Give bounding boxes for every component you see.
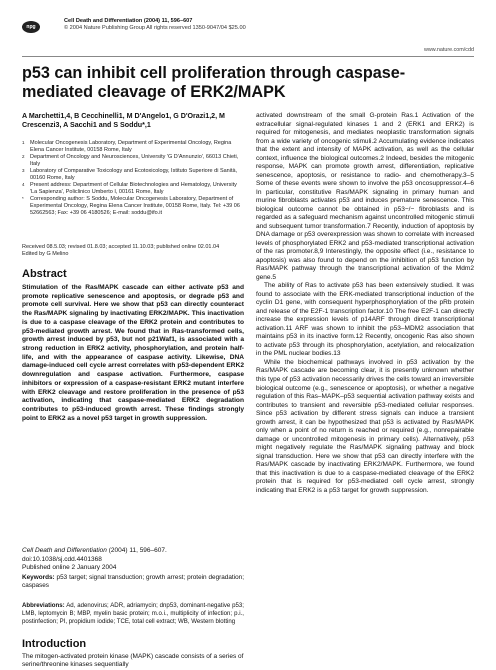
abstract-text: Stimulation of the Ras/MAPK cascade can either activate p53 and promote replicative senescence and apoptosis, or degrade p53 and promote cell survival. Here we show that p53 can directly counteract the Ras/MAPK signaling by inactivating ERK2/MAPK. This inactivation is due to a caspase cleavage of the ERK2 protein and contributes to p53-mediated growth arrest. We found that in Ras-transformed cells, growth arrest induced by p53, but not p21Waf1, is associated with a strong reduction in ERK2 activity, phosphorylation, and protein half-life, and with the appearance of caspase activity. Likewise, DNA damage-induced cell cycle arrest correlates with p53-dependent ERK2 downregulation and caspase activation. Furthermore, caspase inhibitors or expression of a caspase-resistant ERK2 mutant interfere with ERK2 cleavage and restore proliferation in the presence of p53 activation, indicating that caspase-mediated ERK2 degradation contributes to p53-induced growth arrest. These findings strongly point to ERK2 as a novel p53 target in growth suppression.	[22, 284, 244, 422]
affiliation-item	[22, 196, 244, 217]
affiliation-number: 1	[22, 140, 25, 145]
body-paragraph: activated downstream of the small G-protein Ras.1 Activation of the extracellular signal-regulated kinases 1 and 2 (ERK1 and ERK2) is required for mitogenesis, and mediates neoplastic transformation signals from a wide variety of oncogenic stimuli.2 Accumulating evidence indicates that the extent and intensity of MAPK activation, as well as the cellular context, influence the biological outcomes.2 Indeed, besides the mitogenic response, MAPK can promote growth arrest, differentiation, replicative senescence, apoptosis, or resistance to radio- and chemotherapy.3–5 Some of these events were shown to involve the p53 oncosuppressor.4–6 In particular, constitutive Ras/MAPK signaling in primary human and murine fibroblasts activates p53 and induces premature senescence. This biological outcome cannot be obtained in p53−/− fibroblasts and is regarded as a safeguard mechanism against uncontrolled mitogenic stimuli and subsequent tumor transformation.7 Recently, induction of apoptosis by DNA damage or p53 overexpression was shown to correlate with increased levels of phosphorylated ERK2 and p53-mediated transcriptional activation of the ras promoter.8,9 Interestingly, the opposite effect (i.e., resistance to apoptosis) was also found to depend on the inhibition of p53 function by Ras/MAPK pathway through the transcriptional activation of the Mdm2 gene.5	[256, 112, 474, 281]
abstract-heading: Abstract	[22, 268, 67, 280]
body-paragraph: While the biochemical pathways involved in p53 activation by the Ras/MAPK cascade are becoming clear, it is presently unknown whether this type of p53 activation necessarily drives the cells toward an irreversible biological outcome (e.g., senescence or apoptosis), or whether a negative regulation of this Ras–MAPK–p53 sequential activation pathway exists and contributes to transient and reversible p53-mediated cellular responses. Since p53 activation by different stress signals can induce a transient growth arrest, it can be hypothesized that p53 is activated by Ras/MAPK only when a point of no return is reached or required (e.g., nonrepairable damage or uncontrolled mitogenesis in primary cells). Alternatively, p53 might negatively regulate the Ras/MAPK signaling pathway and block signal transduction. Here we show that p53 can directly interfere with the Ras/MAPK cascade by inactivating ERK2/MAPK. Furthermore, we found that this inactivation is due to a caspase-mediated cleavage of the ERK2 protein that is required for p53-mediated cell cycle arrest, strongly indicating that ERK2 is a p53 target for growth suppression.	[256, 358, 474, 494]
affiliation-number: 2	[22, 153, 25, 159]
citation-block	[22, 547, 244, 573]
body-paragraph: The ability of Ras to activate p53 has been extensively studied. It was found to associate with the ERK-mediated transcriptional induction of the cyclin D1 gene, with consequent hyperphosphorylation of the pRb protein and release of the E2F-1 transcription factor.10 The free E2F-1 can directly increase the expression levels of p14ARF through direct transcriptional activation.11 ARF was shown to inhibit the p53–MDM2 association that maintains p53 in its inactive form.12 Recently, oncogenic Ras also shown to activate p53 through its phosphorylation, acetylation, and relocalization in the PML nuclear bodies.13	[256, 282, 474, 358]
article-title: p53 can inhibit cell proliferation through caspase-mediated cleavage of ERK2/MAPK	[22, 64, 406, 101]
received-dates: Received 08.5.03; revised 01.8.03; accepted 11.10.03; published online 02.01.04	[22, 244, 220, 250]
journal-url[interactable]: www.nature.com/cdd	[423, 47, 474, 53]
header-rule	[22, 56, 474, 57]
abbreviations	[22, 602, 244, 627]
affiliation-text: Molecular Oncogenesis Laboratory, Department of Experimental Oncology, Regina Elena Cancer Institute, 00158 Rome, Italy	[30, 140, 232, 153]
citation-line	[22, 547, 244, 556]
author-list: A Marchetti1,4, B Cecchinelli1, M D'Angelo1, G D'Orazi1,2, M Crescenzi3, A Sacchi1 and S Soddu*,1	[22, 112, 225, 130]
citation-journal: Cell Death and Differentiation	[22, 547, 107, 554]
affiliation-item	[22, 154, 244, 168]
publisher-logo	[22, 21, 40, 33]
affiliation-number: *	[22, 195, 24, 201]
affiliation-item	[22, 140, 244, 154]
doi-link[interactable]: doi:10.1038/sj.cdd.4401368	[22, 555, 102, 563]
introduction-text: The mitogen-activated protein kinase (MAPK) cascade consists of a series of serine/threonine kinases sequentially	[22, 653, 244, 669]
abbreviations-text: Ad, adenovirus; ADR, adriamycin; dnp53, dominant-negative p53; LMB, leptomycin B; MBP, myelin basic protein; m.o.i., multiplicity of infection; p.i., postinfection; PI, propidium iodide; TCE, total cell extract; WB, Western blotting	[22, 602, 245, 626]
affiliation-text: Present address: Department of Cellular Biotechnologies and Hematology, University 'La Sapienza', Policlinico Umberto I, 00161 Rome, Italy	[30, 181, 237, 195]
article-dates	[22, 244, 244, 258]
affiliation-item	[22, 168, 244, 182]
affiliation-text: Department of Oncology and Neurosciences, University 'G D'Annunzio', 66013 Chieti, Italy	[30, 153, 239, 167]
keywords	[22, 574, 244, 591]
edited-by: Edited by G Melino	[22, 251, 69, 257]
journal-line: Cell Death and Differentiation (2004) 11, 596–607	[64, 18, 193, 24]
affiliation-text: Corresponding author: S Soddu, Molecular Oncogenesis Laboratory, Department of Experimental Oncology, Regina Elena Cancer Institute, 00158 Rome, Italy. Tel: +39 06 52662563; Fax: +39 06 4180526; E-mail: soddu@ifo.it	[30, 195, 240, 216]
affiliation-number: 3	[22, 167, 25, 173]
affiliation-list	[22, 140, 244, 216]
affiliation-item	[22, 182, 244, 196]
journal-header	[64, 18, 474, 53]
right-column	[256, 112, 474, 495]
logo-text: npg	[26, 24, 36, 30]
copyright-line: © 2004 Nature Publishing Group All rights reserved 1350-9047/04 $25.00	[64, 25, 246, 32]
keywords-label: Keywords:	[22, 574, 55, 581]
keywords-text: p53 target; signal transduction; growth arrest; protein degradation; caspases	[22, 574, 244, 590]
affiliation-text: Laboratory of Comparative Toxicology and Ecotoxicology, Istituto Superiore di Sanità, 00160 Rome, Italy	[30, 167, 238, 181]
abbreviations-label: Abbreviations:	[22, 602, 65, 609]
affiliation-number: 4	[22, 181, 25, 187]
citation-volume: (2004) 11, 596–607.	[108, 547, 167, 554]
introduction-heading: Introduction	[22, 638, 87, 650]
published-online: Published online 2 January 2004	[22, 564, 117, 571]
